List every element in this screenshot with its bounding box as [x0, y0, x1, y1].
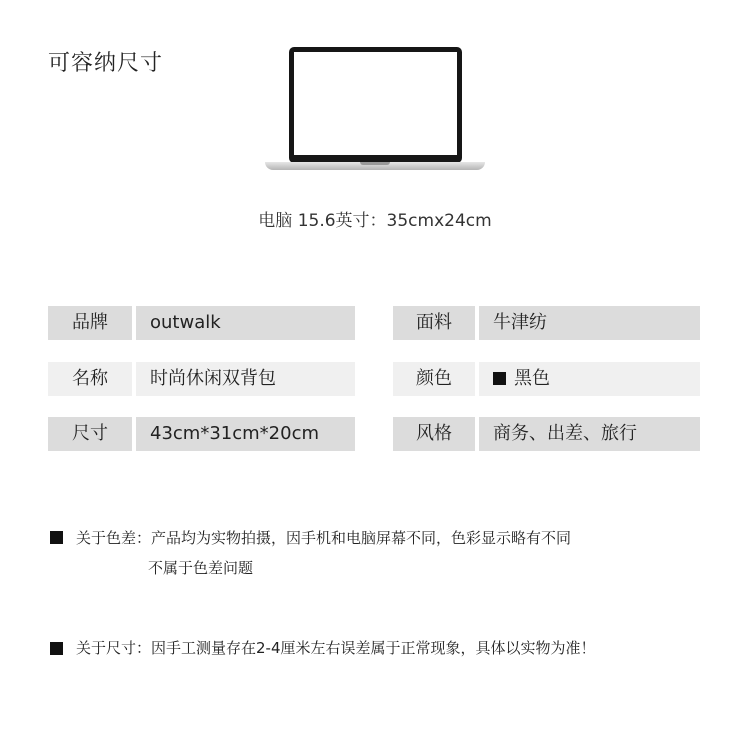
spec-label-size: 尺寸 — [48, 417, 132, 451]
note-bullet-color — [50, 531, 63, 544]
note-bullet-size — [50, 642, 63, 655]
spec-value-name: 时尚休闲双背包 — [136, 362, 355, 396]
spec-value-color — [479, 362, 700, 396]
spec-value-style: 商务、出差、旅行 — [479, 417, 700, 451]
spec-label-style: 风格 — [393, 417, 475, 451]
color-swatch-black — [493, 372, 506, 385]
spec-label-fabric: 面料 — [393, 306, 475, 340]
size-note: 关于尺寸：因手工测量存在2-4厘米左右误差属于正常现象，具体以实物为准！ — [76, 639, 596, 657]
laptop-screen — [294, 52, 457, 155]
spec-value-brand: outwalk — [136, 306, 355, 340]
laptop-screen-bezel — [289, 47, 462, 163]
spec-value-size: 43cm*31cm*20cm — [136, 417, 355, 451]
laptop-size-caption: 电脑 15.6英寸：35cmx24cm — [258, 211, 492, 231]
laptop-notch — [360, 162, 390, 165]
section-title: 可容纳尺寸 — [48, 51, 164, 76]
color-note-line1: 关于色差：产品均为实物拍摄，因手机和电脑屏幕不同，色彩显示略有不同 — [76, 529, 572, 547]
spec-value-color-text: 黑色 — [514, 368, 550, 389]
spec-label-name: 名称 — [48, 362, 132, 396]
color-note-line2: 不属于色差问题 — [148, 559, 254, 577]
spec-label-brand: 品牌 — [48, 306, 132, 340]
laptop-illustration — [265, 47, 485, 177]
spec-label-color: 颜色 — [393, 362, 475, 396]
spec-value-fabric: 牛津纺 — [479, 306, 700, 340]
